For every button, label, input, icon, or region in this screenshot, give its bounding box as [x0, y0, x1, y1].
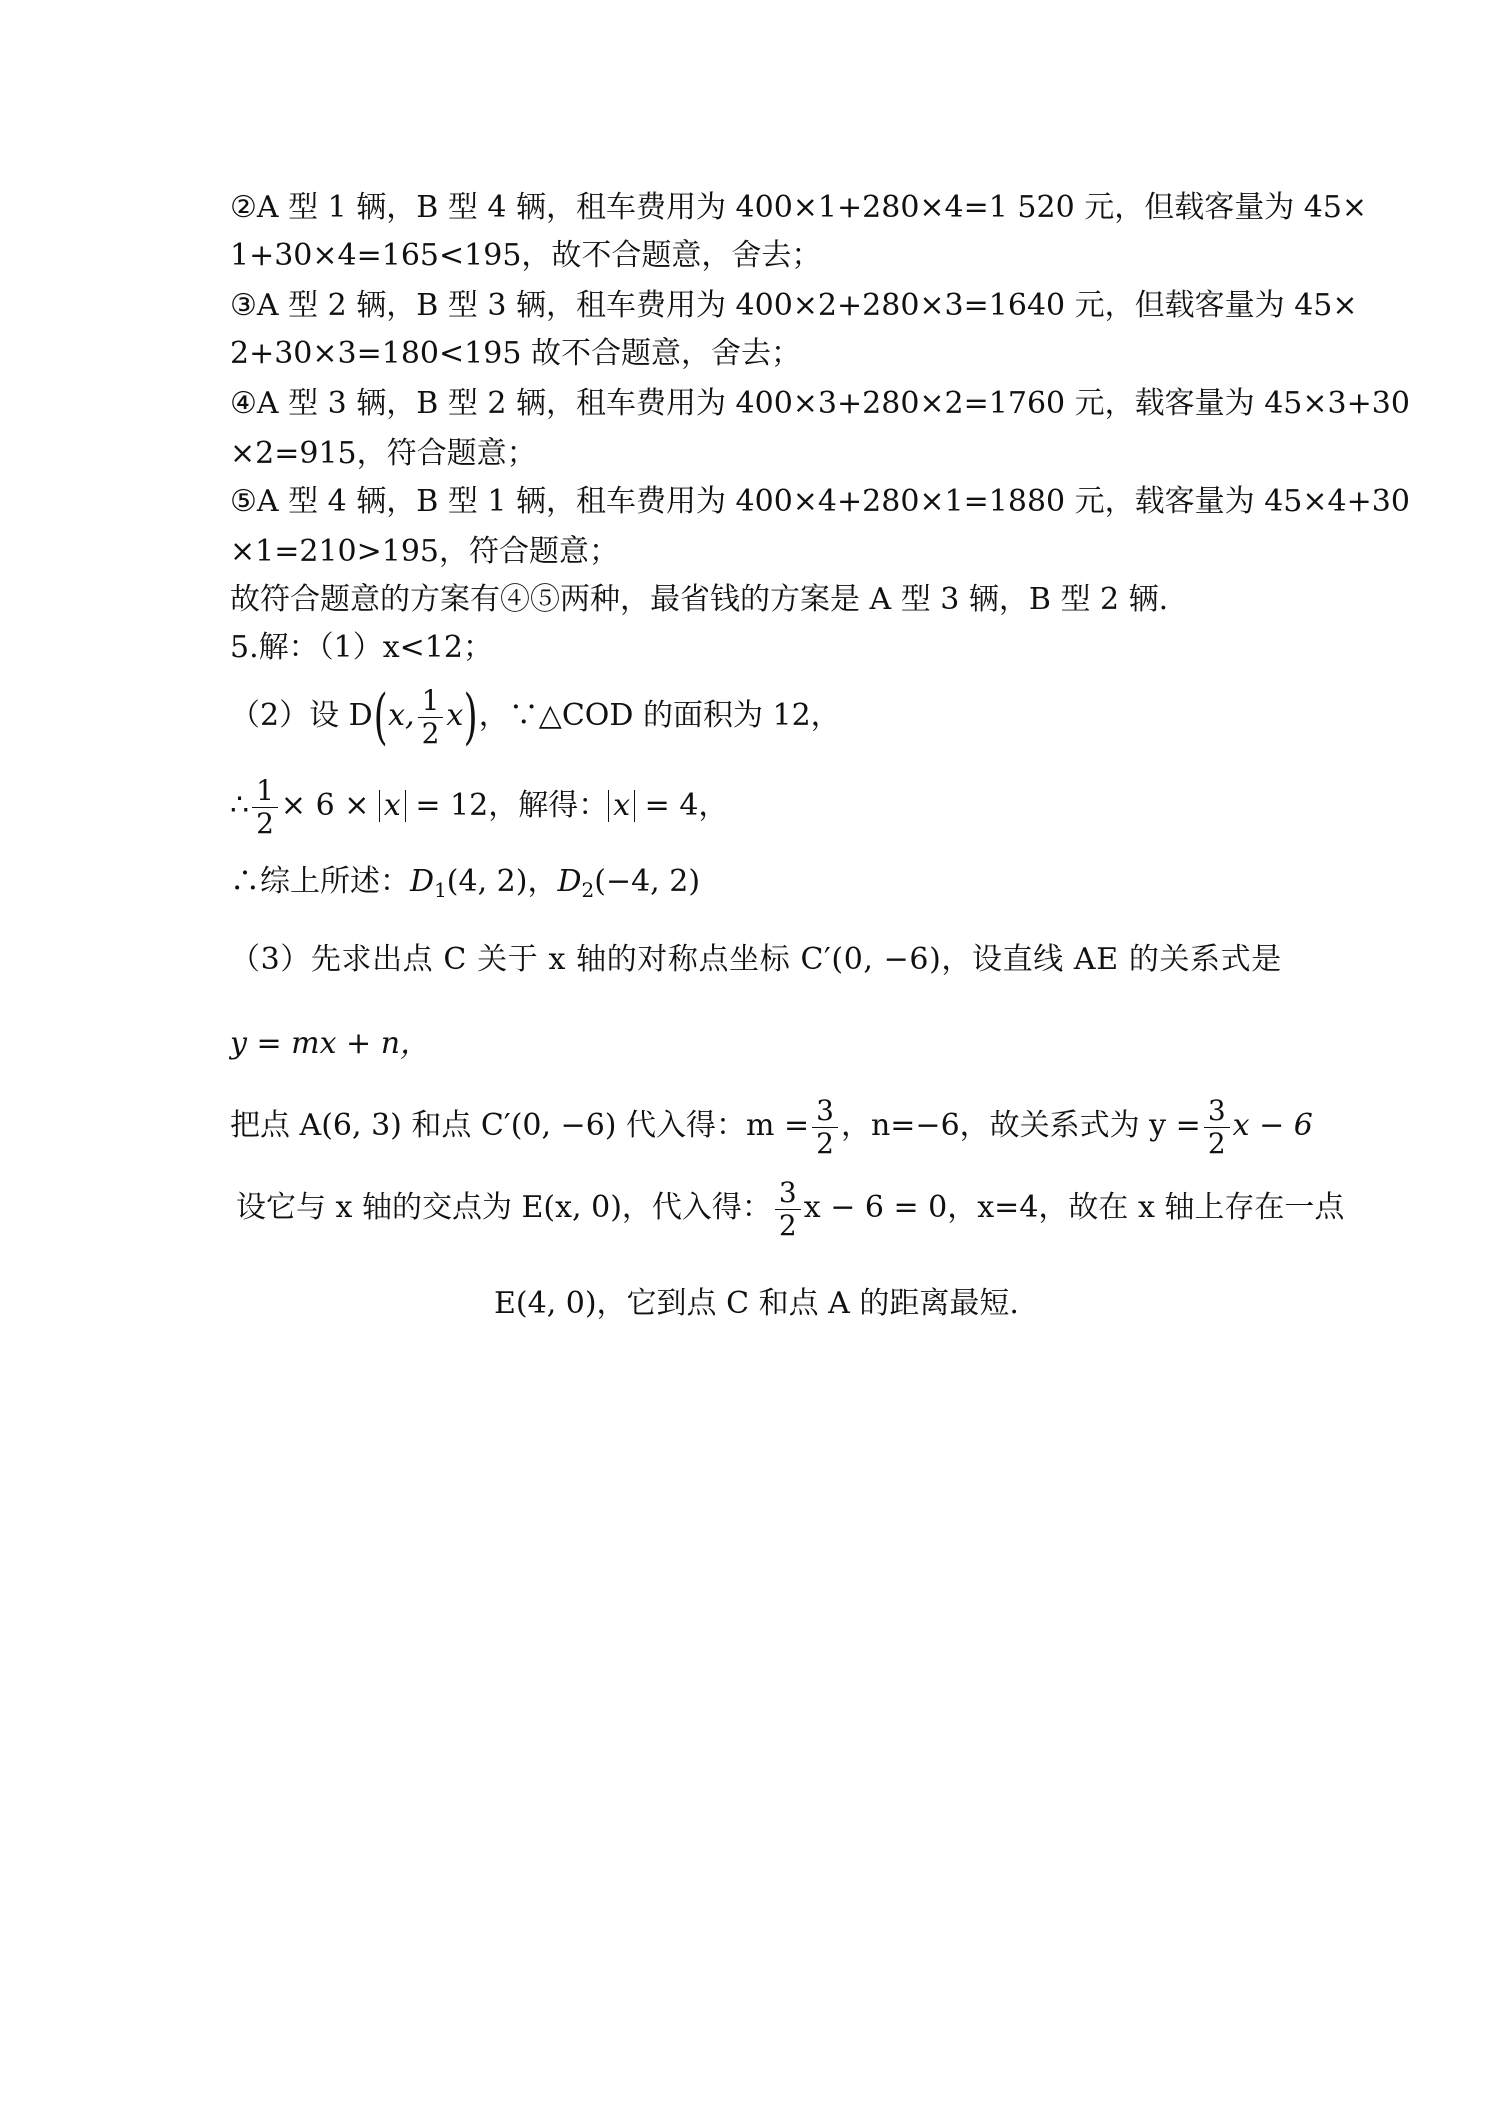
line-text: ×1=210>195，符合题意； — [230, 534, 620, 569]
line-text: 5.解：（1）x<12； — [230, 630, 493, 665]
line-text: ⑤A 型 4 辆，B 型 1 辆，租车费用为 400×4+280×1=1880 元，载客量为 45×4+30 — [230, 484, 1410, 519]
line-text: 1+30×4=165<195，故不合题意，舍去； — [230, 238, 822, 273]
text-line — [230, 234, 821, 278]
line-text: (−4, 2) — [594, 864, 701, 899]
text-line — [230, 480, 1410, 524]
fraction-numerator: 3 — [812, 1095, 838, 1128]
line-text: = 4， — [635, 788, 729, 823]
text-line — [230, 284, 1358, 328]
fraction — [252, 775, 278, 840]
line-text: × 6 × — [280, 788, 370, 823]
line-text: ×2=915，符合题意； — [230, 436, 537, 471]
equation-line-d — [230, 680, 841, 752]
line-text: x − 6 — [1232, 1108, 1313, 1143]
fraction-denominator: 2 — [256, 806, 274, 840]
fraction-numerator: 1 — [418, 685, 444, 718]
text-line — [230, 382, 1410, 426]
line-text: 2+30×3=180<195 故不合题意，舍去； — [230, 336, 801, 371]
text-line — [230, 578, 1168, 622]
text-line — [494, 1282, 1019, 1326]
line-text: E(4, 0)，它到点 C 和点 A 的距离最短. — [494, 1286, 1019, 1321]
text-line — [230, 626, 493, 670]
absolute-value: x — [608, 790, 635, 822]
text-line — [230, 186, 1367, 230]
line-text: = 12，解得： — [405, 788, 609, 823]
line-text: ③A 型 2 辆，B 型 3 辆，租车费用为 400×2+280×3=1640 元，但载客量为 45× — [230, 288, 1358, 323]
equation-line-area — [230, 770, 728, 842]
line-text: (4, 2)， — [446, 864, 558, 899]
text-line — [230, 432, 537, 476]
fraction-denominator: 2 — [1207, 1126, 1226, 1160]
fraction-numerator: 3 — [1204, 1095, 1230, 1128]
left-paren: ( — [373, 682, 388, 752]
line-text: 故符合题意的方案有④⑤两种，最省钱的方案是 A 型 3 辆，B 型 2 辆. — [230, 582, 1169, 617]
text-line — [230, 332, 801, 376]
subscript: 2 — [581, 878, 595, 902]
subscript: 1 — [434, 878, 447, 902]
line-text: ∴综上所述： — [230, 864, 410, 899]
fraction — [1204, 1095, 1230, 1160]
fraction — [418, 685, 444, 750]
line-text: y = mx + n， — [230, 1026, 431, 1061]
fraction-denominator: 2 — [816, 1126, 834, 1160]
fraction-denominator: 2 — [778, 1208, 797, 1242]
line-text: ，n=−6，故关系式为 y = — [840, 1108, 1201, 1143]
text-line — [230, 1022, 430, 1066]
fraction-numerator: 1 — [252, 775, 278, 808]
line-text: ②A 型 1 辆，B 型 4 辆，租车费用为 400×1+280×4=1 520 元，但载客量为 45× — [230, 190, 1368, 225]
equation-line-intersection — [236, 1172, 1344, 1244]
math-var: x, — [388, 698, 415, 733]
line-text: ，∵△COD 的面积为 12， — [478, 698, 841, 733]
text-line — [230, 530, 619, 574]
fraction — [812, 1095, 838, 1160]
math-var: x — [446, 698, 464, 733]
equation-line-summary — [230, 860, 700, 912]
fraction — [775, 1177, 801, 1242]
right-paren: ) — [464, 682, 479, 752]
fraction-numerator: 3 — [775, 1177, 801, 1210]
fraction-denominator: 2 — [421, 716, 440, 750]
line-text: ④A 型 3 辆，B 型 2 辆，租车费用为 400×3+280×2=1760 元，载客量为 45×3+30 — [230, 386, 1410, 421]
line-text: x − 6 = 0，x=4，故在 x 轴上存在一点 — [803, 1190, 1345, 1225]
text-line — [230, 938, 1282, 982]
line-text: （2）设 D — [230, 698, 373, 733]
math-var: D — [410, 864, 435, 899]
line-text: （3）先求出点 C 关于 x 轴的对称点坐标 C′(0, −6)，设直线 AE 的关系式是 — [230, 942, 1282, 977]
equation-line-substitute — [230, 1090, 1313, 1162]
absolute-value: x — [379, 790, 406, 822]
line-text: 设它与 x 轴的交点为 E(x, 0)，代入得： — [236, 1190, 772, 1225]
therefore-symbol: ∴ — [230, 788, 250, 823]
math-var: D — [557, 864, 582, 899]
line-text: 把点 A(6, 3) 和点 C′(0, −6) 代入得：m = — [230, 1108, 810, 1143]
